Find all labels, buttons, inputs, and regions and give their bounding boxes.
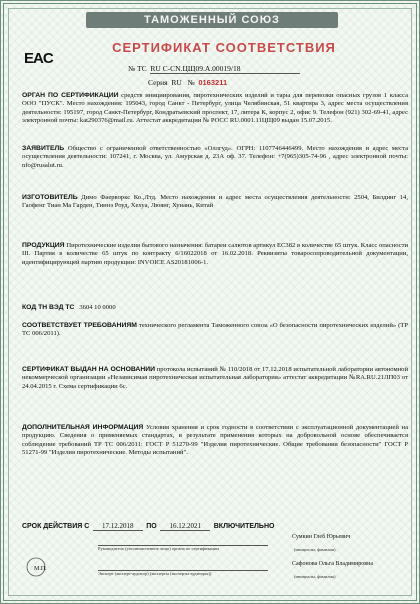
applicant-text: Общество с ограниченной ответственностью «Оллгуд». ОГРН: 1107746446499. Место нахождения и адрес места осуществления деятельности: 107241, г. Москва, ул. Амурская д. 23А оф. 37. Телефон: +7(965)305-74-96 , адрес электронной почты: nfo@rusalut.ru.: [22, 145, 408, 169]
basis-text: протокола испытаний № 110/2018 от 17.12.2018 испытательной лаборатории автономной некоммерческой организации «Независимая пиротехническая испытательная лаборатория» аттестат аккредитации №RA.RU.21ЛП03 от 24.04.2015 г. Схема сертификации 6с.: [22, 366, 409, 390]
head-name: Сумкин Глеб Юрьевич: [292, 534, 351, 540]
expert-role-underline: [98, 564, 268, 571]
section-applicant: [22, 145, 408, 170]
section-tn-ved: [22, 304, 408, 312]
manufacturer-text: Димо Фаерворкс Ко.,Лтд. Место нахождения и адрес места осуществления деятельности: 2504, Билдинг 14, Гаофенг Тиан Ма Гарден, Тиннэ Роуд, Хехуа, Люянг, Хунань, Китай: [22, 194, 408, 210]
section-product: [22, 242, 408, 267]
tnved-heading: КОД ТН ВЭД ТС: [22, 304, 75, 311]
seal-label: М.П.: [34, 566, 47, 572]
head-name-caption: (инициалы, фамилия): [294, 547, 336, 552]
head-role-line: [98, 539, 268, 551]
section-certification-body: [22, 92, 408, 125]
tnved-code: 3604 10 0000: [79, 304, 116, 311]
product-text: Пиротехнические изделия бытового назначения: батареи салютов артикул ЕС382 в количестве 65 штук. Класс опасности III. Партия в количестве 65 штук по контракту 6/16022018 от 16.02.2018. Реквизиты товаросопроводительной документации, идентифицирующей партию продукции: INVOICE AS20181006-1.: [22, 242, 408, 266]
expert-role-line: [98, 564, 268, 576]
series-label: Серия: [148, 78, 168, 87]
cert-body-heading: ОРГАН ПО СЕРТИФИКАЦИИ: [22, 92, 119, 99]
cert-number-line: [128, 64, 300, 74]
series-code: RU: [171, 78, 182, 87]
section-manufacturer: [22, 194, 408, 211]
section-additional: [22, 424, 408, 457]
cert-number-prefix: № ТС: [128, 64, 147, 73]
validity-line: [22, 522, 274, 531]
series-no-label: №: [187, 78, 195, 87]
series-line: [148, 78, 227, 87]
additional-heading: ДОПОЛНИТЕЛЬНАЯ ИНФОРМАЦИЯ: [22, 424, 144, 431]
section-requirements: [22, 322, 408, 339]
expert-name: Сафонова Ольга Владимировна: [292, 561, 374, 567]
requirements-heading: СООТВЕТСТВУЕТ ТРЕБОВАНИЯМ: [22, 322, 137, 329]
head-role-caption: Руководитель (уполномоченное лицо) органа по сертификации: [98, 546, 219, 551]
expert-name-caption: (инициалы, фамилия): [294, 574, 336, 579]
validity-from-label: СРОК ДЕЙСТВИЯ С: [22, 523, 90, 530]
validity-inclusive: ВКЛЮЧИТЕЛЬНО: [213, 523, 275, 530]
validity-to-label: ПО: [146, 523, 157, 530]
series-number: 0163211: [198, 78, 228, 87]
additional-text: Условия хранения и срок годности в соответствии с эксплуатационной документацией на продукцию. Сведения о применяемых стандартах, в результате применения которых на добровольной основе обеспечивается соблюдение требований ТР ТС 006/2011: ГОСТ Р 51270-99 "Изделия пиротехнические. Общие требования безопасности" ГОСТ Р 51271-99 "Изделия пиротехнические. Методы испытаний".: [22, 424, 408, 456]
basis-heading: СЕРТИФИКАТ ВЫДАН НА ОСНОВАНИИ: [22, 366, 156, 373]
union-banner: ТАМОЖЕННЫЙ СОЮЗ: [86, 12, 338, 28]
section-basis: [22, 366, 408, 391]
product-heading: ПРОДУКЦИЯ: [22, 242, 65, 249]
eac-mark-icon: EAC: [24, 50, 53, 67]
cert-number: RU С-CN.ЦЩ09.А.00019/18: [150, 64, 300, 74]
expert-role-caption: Эксперт (эксперт-аудитор) (эксперты (эксперты-аудиторы)): [98, 571, 212, 576]
manufacturer-heading: ИЗГОТОВИТЕЛЬ: [22, 194, 78, 201]
cert-body-text: средств инициирования, пиротехнических изделий и тары для перевозки опасных грузов 1 класса ООО "ПУСК". Место нахождения: 195043, город Санкт - Петербург, улица Челябинская, 51 квартира 3, адрес места осуществления деятельности: 195197, город Санкт-Петербург, Кондратьевский проспект, 17, литера К, корпус 2, офис 9. Телефон (921) 302-69-41, адрес электронной почты: kat290376@mail.ru. Аттестат аккредитации № РОСС RU.0001.11ЦЩ09 выдан 15.07.2015.: [22, 92, 408, 124]
certificate-title: СЕРТИФИКАТ СООТВЕТСТВИЯ: [112, 40, 336, 55]
requirements-text: технического регламента Таможенного союза «О безопасности пиротехнических изделий» (ТР ТС 006/2011).: [22, 322, 408, 338]
validity-to: 16.12.2021: [160, 522, 210, 531]
validity-from: 17.12.2018: [93, 522, 143, 531]
applicant-heading: ЗАЯВИТЕЛЬ: [22, 145, 65, 152]
head-role-underline: [98, 539, 268, 546]
